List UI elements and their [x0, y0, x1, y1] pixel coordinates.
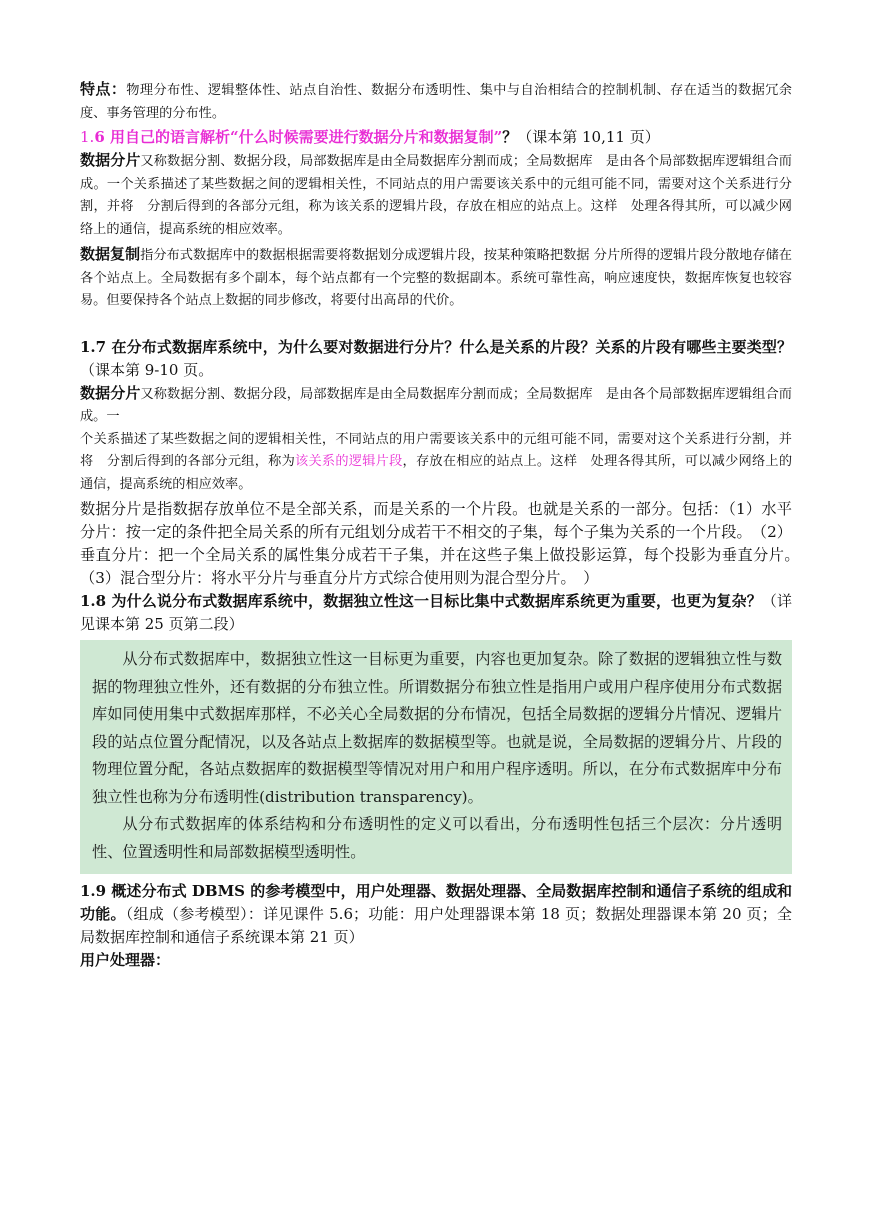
textbook-excerpt-paragraph-1: 从分布式数据库中，数据独立性这一目标更为重要，内容也更加复杂。除了数据的逻辑独立性与数据的物理独立性外，还有数据的分布独立性。所谓数据分布独立性是指用户或用户程序使用分布式数据库如同使用集中式数据库那样，不必关心全局数据的分布情况，包括全局数据的逻辑分片情况、逻辑片段的站点位置分配情况，以及各站点上数据库的数据模型等。也就是说，全局数据的逻辑分片、片段的物理位置分配，各站点数据库的数据模型等情况对用户和用户程序透明。所以，在分布式数据库中分布独立性也称为分布透明性(distribution transparency)。 [92, 650, 782, 806]
question-1-9-heading [80, 880, 792, 949]
user-processor-heading: 用户处理器： [80, 951, 171, 969]
question-1-9-title: 1.9 概述分布式 DBMS 的参考模型中，用户处理器、数据处理器、全局数据库控制和通信子系统的组成和功能。 [80, 882, 792, 923]
question-1-6-title: 6 用自己的语言解析“什么时候需要进行数据分片和数据复制” [94, 128, 503, 146]
q17-logical-fragment-highlight: 该关系的逻辑片段 [295, 454, 403, 469]
features-text: 物理分布性、逻辑整体性、站点自治性、数据分布透明性、集中与自治相结合的控制机制、存在适当的数据冗余度、事务管理的分布性。 [80, 83, 792, 121]
q17-fragmentation-text-1: 又称数据分割、数据分段，局部数据库是由全局数据库分割而成；全局数据库 是由各个局部数据库逻辑组合而成。一 [80, 386, 792, 424]
question-1-8-note: （详见课本第 25 页第二段） [80, 592, 792, 633]
question-1-7-note: （课本第 9-10 页。 [80, 360, 214, 379]
textbook-excerpt-paragraph-2: 从分布式数据库的体系结构和分布透明性的定义可以看出，分布透明性包括三个层次：分片透明性、位置透明性和局部数据模型透明性。 [92, 815, 782, 861]
textbook-excerpt-box [80, 640, 792, 874]
q17-fragment-types-text: 数据分片是指数据存放单位不是全部关系，而是关系的一个片段。也就是关系的一部分。包括：（1）水平分片：按一定的条件把全局关系的所有元组划分成若干不相交的子集，每个子集为关系的一个片段。 （2）垂直分片：把一个全局关系的属性集分成若干子集，并在这些子集上做投影运算，每个投影为垂直分片。 （3）混合型分片：将水平分片与垂直分片方式综合使用则为混合型分片。 ） [80, 500, 808, 587]
q16-fragmentation-term: 数据分片 [80, 151, 141, 169]
question-1-6-mark: ？ [502, 128, 518, 146]
q16-fragmentation-text: 又称数据分割、数据分段，局部数据库是由全局数据库分割而成；全局数据库 是由各个局部数据库逻辑组合而成。一个关系描述了某些数据之间的逻辑相关性，不同站点的用户需要该关系中的元组可能不同，需要对这个关系进行分割，并将 分割后得到的各部分元组，称为该关系的逻辑片段，存放在相应的站点上。这样 处理各得其所，可以减少网络上的通信，提高系统的相应效率。 [80, 154, 792, 237]
q17-fragmentation-text-2a: 个关系描述了某些数据之间的逻辑相关性，不同站点的用户需要该关系中的元组可能不同，需要对这个关系进行分割，并将 分割后得到的各部分元组，称为 [80, 431, 792, 469]
q16-replication-paragraph [80, 243, 792, 313]
question-1-7-title: 1.7 在分布式数据库系统中，为什么要对数据进行分片？什么是关系的片段？关系的片段有哪些主要类型？ [80, 337, 792, 356]
q17-fragment-types-paragraph [80, 498, 808, 590]
question-1-6-note: （课本第 10,11 页） [517, 128, 660, 146]
features-label: 特点 [80, 80, 111, 98]
q16-replication-text: 指分布式数据库中的数据根据需要将数据划分成逻辑片段，按某种策略把数据 分片所得的逻辑片段分散地存储在各个站点上。全局数据有多个副本，每个站点都有一个完整的数据副本。系统可靠性高，响应速度快，数据库恢复也较容易。但要保持各个站点上数据的同步修改，将要付出高昂的代价。 [80, 248, 792, 308]
question-1-9-note: （组成（参考模型）：详见课件 5.6；功能：用户处理器课本第 18 页；数据处理器课本第 20 页；全局数据库控制和通信子系统课本第 21 页） [80, 905, 792, 946]
question-1-6-heading [80, 126, 792, 149]
q17-fragmentation-text-2b: ，存放在相应的站点上。这样 处理各得其所，可以减少网络上的通信，提高系统的相应效率。 [80, 454, 793, 492]
question-1-8-heading [80, 590, 792, 636]
q16-replication-term: 数据复制 [80, 245, 141, 263]
section-gap [80, 313, 792, 336]
q17-fragmentation-paragraph-1 [80, 382, 792, 429]
q17-fragmentation-paragraph-2 [80, 429, 792, 497]
q17-fragmentation-term: 数据分片 [80, 383, 141, 402]
question-1-7-heading [80, 336, 792, 382]
question-1-6-number: 1. [80, 128, 95, 146]
features-colon: ： [110, 80, 127, 98]
document-page [80, 78, 808, 972]
question-1-8-title: 1.8 为什么说分布式数据库系统中，数据独立性这一目标比集中式数据库系统更为重要，也更为复杂？ [80, 592, 762, 610]
features-paragraph [80, 78, 792, 125]
q16-fragmentation-paragraph [80, 149, 792, 241]
